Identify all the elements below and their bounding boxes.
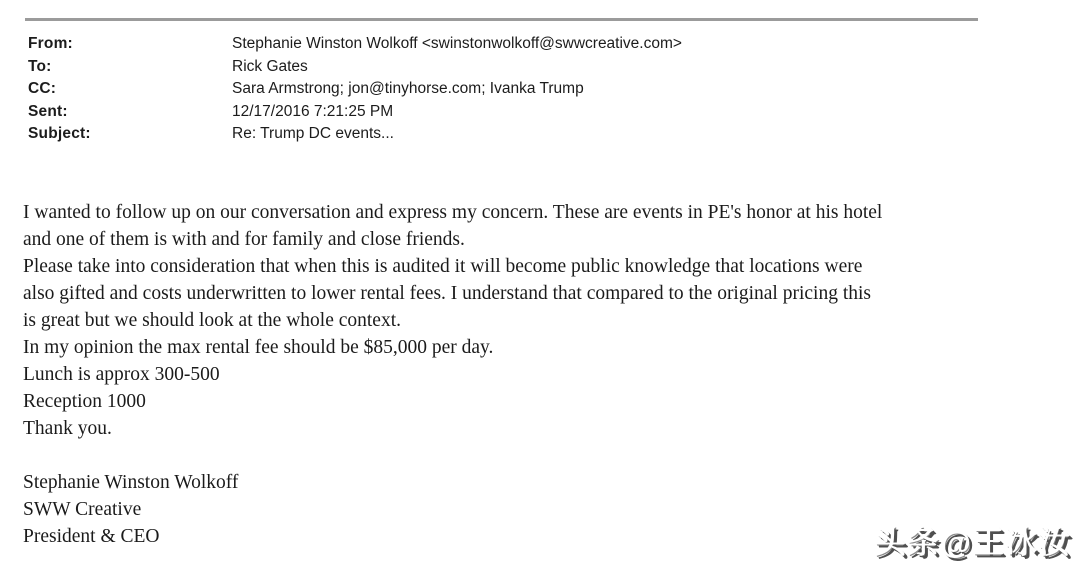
signature-name: Stephanie Winston Wolkoff [23,472,239,493]
subject-label: Subject: [28,125,91,143]
body-line: also gifted and costs underwritten to lower rental fees. I understand that compared to the original pricing this [23,283,872,304]
from-value: Stephanie Winston Wolkoff <swinstonwolkoff@swwcreative.com> [232,35,682,53]
body-line: Reception 1000 [23,391,146,412]
sent-value: 12/17/2016 7:21:25 PM [232,102,394,120]
body-line: and one of them is with and for family and close friends. [23,229,465,250]
body-line: In my opinion the max rental fee should be $85,000 per day. [23,337,494,358]
header-row-subject [28,123,682,146]
body-line: Lunch is approx 300-500 [23,364,220,385]
header-row-sent [28,101,682,124]
header-row-cc [28,78,682,101]
signature-company: SWW Creative [23,499,142,520]
top-divider-rule [25,18,978,21]
sent-label: Sent: [28,102,68,120]
body-line: is great but we should look at the whole context. [23,310,402,331]
signature-title: President & CEO [23,526,160,547]
to-label: To: [28,57,52,75]
paragraph-spacer [23,442,1033,469]
email-body [23,199,1033,550]
subject-value: Re: Trump DC events... [232,125,394,143]
body-line: Please take into consideration that when this is audited it will become public knowledge that locations were [23,256,863,277]
from-label: From: [28,35,73,53]
body-line: Thank you. [23,418,112,439]
header-row-to [28,56,682,79]
cc-value: Sara Armstrong; jon@tinyhorse.com; Ivanka Trump [232,80,584,98]
header-row-from [28,33,682,56]
toutiao-watermark: 头条@王冰汝 [874,525,1072,560]
body-line: I wanted to follow up on our conversation and express my concern. These are events in PE's honor at his hotel [23,202,883,223]
cc-label: CC: [28,80,57,98]
to-value: Rick Gates [232,57,308,75]
email-header [28,33,682,146]
